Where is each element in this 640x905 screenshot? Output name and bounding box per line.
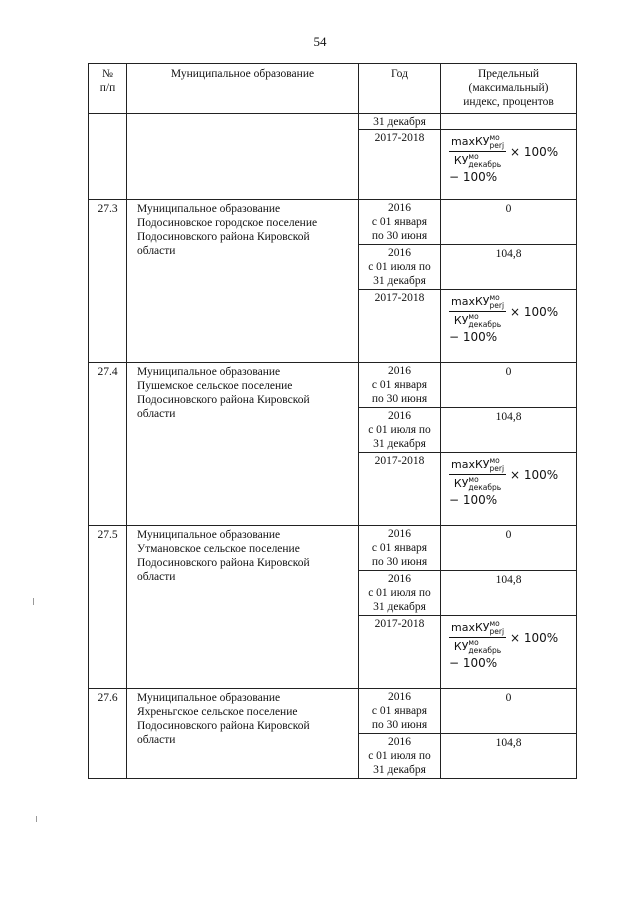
header-municipality: Муниципальное образование: [127, 64, 359, 114]
formula-times: × 100%: [510, 467, 559, 482]
formula-fraction: [449, 457, 506, 492]
continuation-year-tail: 31 декабря: [359, 114, 441, 130]
row-period-year: 2016 с 01 января по 30 июня: [359, 526, 441, 571]
page-number: 54: [313, 34, 327, 49]
formula-sup: мо: [468, 152, 479, 161]
formula-sup: мо: [489, 293, 500, 302]
formula-sub: perj: [489, 301, 505, 310]
row-period-year: 2017-2018: [359, 290, 441, 363]
index-formula: [441, 130, 577, 200]
header-num: № п/п: [89, 64, 127, 114]
row-period-year: 2016 с 01 июля по 31 декабря: [359, 734, 441, 779]
scan-mark: [33, 598, 34, 605]
formula-sub: декабрь: [468, 483, 502, 492]
continuation-index-tail: [441, 114, 577, 130]
formula-sub: perj: [489, 141, 505, 150]
formula-sup: мо: [468, 638, 479, 647]
formula-denominator: [452, 475, 503, 492]
row-period-value: 104,8: [441, 734, 577, 779]
row-period-year: 2016 с 01 июля по 31 декабря: [359, 245, 441, 290]
tariff-index-table: [88, 63, 577, 779]
formula-sub: perj: [489, 464, 505, 473]
row-municipality: Муниципальное образование Подосиновское городское поселение Подосиновского района Кировской области: [127, 200, 359, 363]
formula-times: × 100%: [510, 304, 559, 319]
formula-sup: мо: [468, 475, 479, 484]
formula-denominator: [452, 638, 503, 655]
formula-max-text: maxКУ: [451, 621, 490, 634]
formula-numerator: [449, 620, 506, 638]
formula-sup: мо: [489, 133, 500, 142]
row-num: 27.5: [89, 526, 127, 689]
formula-den-text: КУ: [453, 154, 469, 167]
formula-minus: − 100%: [449, 493, 498, 507]
row-num: 27.4: [89, 363, 127, 526]
formula-max-text: maxКУ: [451, 295, 490, 308]
row-period-value: 104,8: [441, 245, 577, 290]
row-period-year: 2016 с 01 января по 30 июня: [359, 200, 441, 245]
formula-numerator: [449, 134, 506, 152]
row-period-value: 0: [441, 526, 577, 571]
row-num: 27.6: [89, 689, 127, 779]
formula-den-text: КУ: [453, 640, 469, 653]
formula-minus: − 100%: [449, 330, 498, 344]
row-period-year: 2017-2018: [359, 616, 441, 689]
formula-numerator: [449, 294, 506, 312]
continuation-year-2017: 2017-2018: [359, 130, 441, 200]
row-period-year: 2016 с 01 января по 30 июня: [359, 689, 441, 734]
formula-max-text: maxКУ: [451, 458, 490, 471]
header-index: Предельный (максимальный) индекс, процентов: [441, 64, 577, 114]
formula-sup: мо: [489, 456, 500, 465]
row-period-year: 2016 с 01 июля по 31 декабря: [359, 408, 441, 453]
header-year: Год: [359, 64, 441, 114]
formula-sup: мо: [489, 619, 500, 628]
formula-denominator: [452, 312, 503, 329]
row-period-year: 2016 с 01 января по 30 июня: [359, 363, 441, 408]
row-period-year: 2017-2018: [359, 453, 441, 526]
formula-fraction: [449, 294, 506, 329]
continuation-municipality: [127, 114, 359, 200]
formula-block: [449, 134, 576, 169]
row-municipality: Муниципальное образование Утмановское сельское поселение Подосиновского района Кировской области: [127, 526, 359, 689]
formula-times: × 100%: [510, 630, 559, 645]
formula-denominator: [452, 152, 503, 169]
formula-times: × 100%: [510, 144, 559, 159]
formula-sup: мо: [468, 312, 479, 321]
row-period-year: 2016 с 01 июля по 31 декабря: [359, 571, 441, 616]
formula-fraction: [449, 134, 506, 169]
formula-max-text: maxКУ: [451, 135, 490, 148]
row-period-value: 0: [441, 689, 577, 734]
formula-block: [449, 294, 576, 329]
row-period-value: 104,8: [441, 571, 577, 616]
formula-fraction: [449, 620, 506, 655]
formula-sub: декабрь: [468, 160, 502, 169]
row-period-value: 104,8: [441, 408, 577, 453]
formula-block: [449, 457, 576, 492]
formula-den-text: КУ: [453, 314, 469, 327]
formula-sub: perj: [489, 627, 505, 636]
formula-numerator: [449, 457, 506, 475]
row-municipality: Муниципальное образование Яхреньгское сельское поселение Подосиновского района Кировской области: [127, 689, 359, 779]
formula-minus: − 100%: [449, 656, 498, 670]
formula-den-text: КУ: [453, 477, 469, 490]
row-period-value: 0: [441, 363, 577, 408]
formula-sub: декабрь: [468, 320, 502, 329]
index-formula: [441, 453, 577, 526]
index-formula: [441, 290, 577, 363]
formula-minus: − 100%: [449, 170, 498, 184]
formula-sub: декабрь: [468, 646, 502, 655]
continuation-num: [89, 114, 127, 200]
row-municipality: Муниципальное образование Пушемское сельское поселение Подосиновского района Кировской области: [127, 363, 359, 526]
index-formula: [441, 616, 577, 689]
row-period-value: 0: [441, 200, 577, 245]
scan-mark: [36, 816, 37, 822]
row-num: 27.3: [89, 200, 127, 363]
formula-block: [449, 620, 576, 655]
